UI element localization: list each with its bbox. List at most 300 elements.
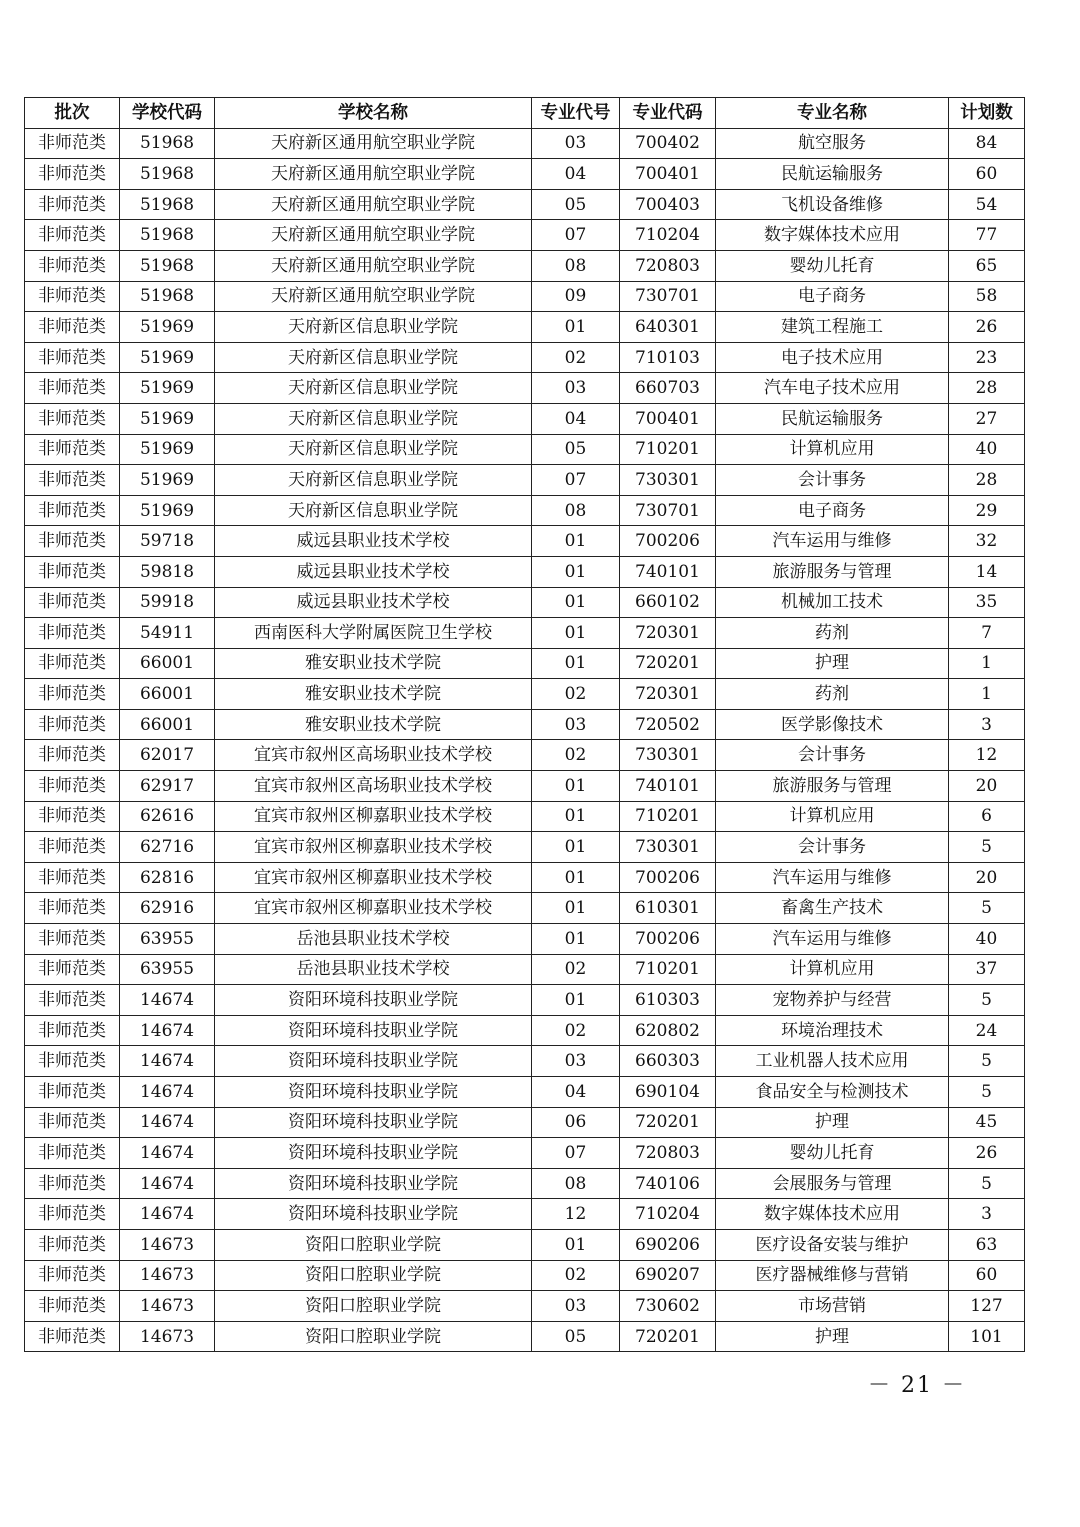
batch-cell: 非师范类 bbox=[25, 862, 120, 893]
table-row bbox=[25, 740, 1025, 771]
school-name-cell: 雅安职业技术学院 bbox=[215, 679, 532, 710]
table-row bbox=[25, 1229, 1025, 1260]
school-name-cell: 资阳口腔职业学院 bbox=[215, 1321, 532, 1352]
plan-count-cell: 84 bbox=[949, 128, 1025, 159]
school-code-cell: 51968 bbox=[120, 250, 215, 281]
major-code-cell: 720201 bbox=[620, 1107, 716, 1138]
school-code-cell: 62916 bbox=[120, 893, 215, 924]
table-row bbox=[25, 954, 1025, 985]
major-name-cell: 航空服务 bbox=[716, 128, 949, 159]
table-row bbox=[25, 1138, 1025, 1169]
plan-count-cell: 5 bbox=[949, 832, 1025, 863]
major-number-cell: 05 bbox=[532, 189, 620, 220]
batch-cell: 非师范类 bbox=[25, 1229, 120, 1260]
major-code-cell: 640301 bbox=[620, 312, 716, 343]
major-name-cell: 工业机器人技术应用 bbox=[716, 1046, 949, 1077]
plan-count-cell: 65 bbox=[949, 250, 1025, 281]
school-code-cell: 66001 bbox=[120, 648, 215, 679]
batch-cell: 非师范类 bbox=[25, 1260, 120, 1291]
major-name-cell: 民航运输服务 bbox=[716, 403, 949, 434]
table-row bbox=[25, 1168, 1025, 1199]
school-code-cell: 51969 bbox=[120, 373, 215, 404]
major-name-cell: 护理 bbox=[716, 1107, 949, 1138]
major-name-cell: 电子商务 bbox=[716, 281, 949, 312]
plan-count-cell: 28 bbox=[949, 373, 1025, 404]
school-name-cell: 天府新区信息职业学院 bbox=[215, 403, 532, 434]
school-code-cell: 51969 bbox=[120, 403, 215, 434]
batch-cell: 非师范类 bbox=[25, 587, 120, 618]
batch-cell: 非师范类 bbox=[25, 954, 120, 985]
batch-cell: 非师范类 bbox=[25, 465, 120, 496]
major-code-cell: 690207 bbox=[620, 1260, 716, 1291]
school-name-cell: 威远县职业技术学校 bbox=[215, 587, 532, 618]
table-row bbox=[25, 220, 1025, 251]
major-number-cell: 01 bbox=[532, 312, 620, 343]
major-number-cell: 01 bbox=[532, 832, 620, 863]
header-school-code: 学校代码 bbox=[120, 98, 215, 129]
header-batch: 批次 bbox=[25, 98, 120, 129]
major-number-cell: 04 bbox=[532, 159, 620, 190]
table-row bbox=[25, 1107, 1025, 1138]
plan-count-cell: 12 bbox=[949, 740, 1025, 771]
batch-cell: 非师范类 bbox=[25, 1046, 120, 1077]
batch-cell: 非师范类 bbox=[25, 1107, 120, 1138]
major-code-cell: 730301 bbox=[620, 740, 716, 771]
school-code-cell: 14674 bbox=[120, 1138, 215, 1169]
batch-cell: 非师范类 bbox=[25, 312, 120, 343]
plan-count-cell: 37 bbox=[949, 954, 1025, 985]
plan-count-cell: 24 bbox=[949, 1015, 1025, 1046]
school-code-cell: 62917 bbox=[120, 771, 215, 802]
major-code-cell: 720201 bbox=[620, 1321, 716, 1352]
major-name-cell: 电子技术应用 bbox=[716, 342, 949, 373]
major-code-cell: 730301 bbox=[620, 465, 716, 496]
major-number-cell: 08 bbox=[532, 495, 620, 526]
batch-cell: 非师范类 bbox=[25, 1321, 120, 1352]
school-code-cell: 14674 bbox=[120, 985, 215, 1016]
school-name-cell: 天府新区通用航空职业学院 bbox=[215, 189, 532, 220]
major-code-cell: 700402 bbox=[620, 128, 716, 159]
school-code-cell: 14673 bbox=[120, 1321, 215, 1352]
major-number-cell: 01 bbox=[532, 801, 620, 832]
school-code-cell: 63955 bbox=[120, 924, 215, 955]
school-code-cell: 66001 bbox=[120, 709, 215, 740]
table-row bbox=[25, 771, 1025, 802]
school-name-cell: 资阳环境科技职业学院 bbox=[215, 985, 532, 1016]
table-row bbox=[25, 1046, 1025, 1077]
table-row bbox=[25, 587, 1025, 618]
major-name-cell: 计算机应用 bbox=[716, 801, 949, 832]
major-name-cell: 数字媒体技术应用 bbox=[716, 1199, 949, 1230]
school-code-cell: 51968 bbox=[120, 159, 215, 190]
school-code-cell: 59918 bbox=[120, 587, 215, 618]
major-number-cell: 03 bbox=[532, 1046, 620, 1077]
major-name-cell: 婴幼儿托育 bbox=[716, 1138, 949, 1169]
school-code-cell: 62017 bbox=[120, 740, 215, 771]
major-name-cell: 机械加工技术 bbox=[716, 587, 949, 618]
major-code-cell: 610301 bbox=[620, 893, 716, 924]
major-number-cell: 01 bbox=[532, 985, 620, 1016]
major-code-cell: 740101 bbox=[620, 771, 716, 802]
table-row bbox=[25, 465, 1025, 496]
plan-count-cell: 127 bbox=[949, 1291, 1025, 1322]
major-number-cell: 01 bbox=[532, 556, 620, 587]
major-code-cell: 690104 bbox=[620, 1077, 716, 1108]
table-row bbox=[25, 373, 1025, 404]
school-name-cell: 威远县职业技术学校 bbox=[215, 556, 532, 587]
school-name-cell: 天府新区信息职业学院 bbox=[215, 373, 532, 404]
major-code-cell: 710204 bbox=[620, 1199, 716, 1230]
table-row bbox=[25, 189, 1025, 220]
plan-count-cell: 28 bbox=[949, 465, 1025, 496]
school-name-cell: 威远县职业技术学校 bbox=[215, 526, 532, 557]
school-code-cell: 63955 bbox=[120, 954, 215, 985]
major-code-cell: 700401 bbox=[620, 403, 716, 434]
major-number-cell: 02 bbox=[532, 342, 620, 373]
header-major-name: 专业名称 bbox=[716, 98, 949, 129]
batch-cell: 非师范类 bbox=[25, 495, 120, 526]
major-name-cell: 会计事务 bbox=[716, 740, 949, 771]
major-code-cell: 720803 bbox=[620, 250, 716, 281]
major-number-cell: 04 bbox=[532, 1077, 620, 1108]
school-name-cell: 天府新区信息职业学院 bbox=[215, 465, 532, 496]
school-name-cell: 岳池县职业技术学校 bbox=[215, 954, 532, 985]
major-number-cell: 01 bbox=[532, 924, 620, 955]
table-header-row bbox=[25, 98, 1025, 129]
school-name-cell: 天府新区通用航空职业学院 bbox=[215, 281, 532, 312]
major-number-cell: 05 bbox=[532, 434, 620, 465]
table-row bbox=[25, 128, 1025, 159]
table-row bbox=[25, 832, 1025, 863]
plan-count-cell: 14 bbox=[949, 556, 1025, 587]
batch-cell: 非师范类 bbox=[25, 648, 120, 679]
major-number-cell: 02 bbox=[532, 1260, 620, 1291]
table-row bbox=[25, 801, 1025, 832]
school-code-cell: 14674 bbox=[120, 1168, 215, 1199]
batch-cell: 非师范类 bbox=[25, 618, 120, 649]
school-name-cell: 西南医科大学附属医院卫生学校 bbox=[215, 618, 532, 649]
plan-count-cell: 101 bbox=[949, 1321, 1025, 1352]
plan-count-cell: 5 bbox=[949, 985, 1025, 1016]
table-row bbox=[25, 434, 1025, 465]
major-code-cell: 720803 bbox=[620, 1138, 716, 1169]
major-code-cell: 710201 bbox=[620, 434, 716, 465]
school-name-cell: 宜宾市叙州区柳嘉职业技术学校 bbox=[215, 862, 532, 893]
table-row bbox=[25, 159, 1025, 190]
table-row bbox=[25, 1260, 1025, 1291]
major-name-cell: 汽车运用与维修 bbox=[716, 862, 949, 893]
batch-cell: 非师范类 bbox=[25, 924, 120, 955]
school-name-cell: 天府新区信息职业学院 bbox=[215, 495, 532, 526]
major-code-cell: 740106 bbox=[620, 1168, 716, 1199]
school-name-cell: 资阳环境科技职业学院 bbox=[215, 1168, 532, 1199]
major-number-cell: 03 bbox=[532, 1291, 620, 1322]
table-row bbox=[25, 495, 1025, 526]
major-name-cell: 数字媒体技术应用 bbox=[716, 220, 949, 251]
major-code-cell: 700206 bbox=[620, 924, 716, 955]
plan-count-cell: 77 bbox=[949, 220, 1025, 251]
major-name-cell: 汽车运用与维修 bbox=[716, 526, 949, 557]
batch-cell: 非师范类 bbox=[25, 220, 120, 251]
table-row bbox=[25, 709, 1025, 740]
school-name-cell: 资阳环境科技职业学院 bbox=[215, 1199, 532, 1230]
major-name-cell: 电子商务 bbox=[716, 495, 949, 526]
school-code-cell: 51969 bbox=[120, 495, 215, 526]
major-number-cell: 01 bbox=[532, 771, 620, 802]
major-name-cell: 医疗器械维修与营销 bbox=[716, 1260, 949, 1291]
plan-count-cell: 26 bbox=[949, 1138, 1025, 1169]
batch-cell: 非师范类 bbox=[25, 893, 120, 924]
major-code-cell: 660102 bbox=[620, 587, 716, 618]
batch-cell: 非师范类 bbox=[25, 556, 120, 587]
table-row bbox=[25, 924, 1025, 955]
major-name-cell: 会展服务与管理 bbox=[716, 1168, 949, 1199]
major-number-cell: 03 bbox=[532, 128, 620, 159]
school-name-cell: 天府新区信息职业学院 bbox=[215, 434, 532, 465]
school-name-cell: 岳池县职业技术学校 bbox=[215, 924, 532, 955]
batch-cell: 非师范类 bbox=[25, 281, 120, 312]
major-number-cell: 02 bbox=[532, 954, 620, 985]
major-name-cell: 护理 bbox=[716, 648, 949, 679]
school-name-cell: 资阳环境科技职业学院 bbox=[215, 1138, 532, 1169]
major-name-cell: 旅游服务与管理 bbox=[716, 771, 949, 802]
table-row bbox=[25, 1321, 1025, 1352]
school-name-cell: 资阳环境科技职业学院 bbox=[215, 1077, 532, 1108]
batch-cell: 非师范类 bbox=[25, 373, 120, 404]
school-code-cell: 66001 bbox=[120, 679, 215, 710]
table-row bbox=[25, 648, 1025, 679]
major-number-cell: 05 bbox=[532, 1321, 620, 1352]
major-code-cell: 730701 bbox=[620, 281, 716, 312]
school-code-cell: 14674 bbox=[120, 1015, 215, 1046]
table-row bbox=[25, 985, 1025, 1016]
plan-count-cell: 20 bbox=[949, 771, 1025, 802]
header-plan-count: 计划数 bbox=[949, 98, 1025, 129]
plan-count-cell: 40 bbox=[949, 924, 1025, 955]
school-code-cell: 62616 bbox=[120, 801, 215, 832]
batch-cell: 非师范类 bbox=[25, 1199, 120, 1230]
major-name-cell: 汽车运用与维修 bbox=[716, 924, 949, 955]
batch-cell: 非师范类 bbox=[25, 189, 120, 220]
table-row bbox=[25, 679, 1025, 710]
plan-count-cell: 40 bbox=[949, 434, 1025, 465]
major-name-cell: 药剂 bbox=[716, 618, 949, 649]
batch-cell: 非师范类 bbox=[25, 403, 120, 434]
table-row bbox=[25, 1077, 1025, 1108]
major-code-cell: 700206 bbox=[620, 862, 716, 893]
plan-count-cell: 1 bbox=[949, 648, 1025, 679]
school-name-cell: 宜宾市叙州区高场职业技术学校 bbox=[215, 771, 532, 802]
major-number-cell: 01 bbox=[532, 648, 620, 679]
table-row bbox=[25, 250, 1025, 281]
batch-cell: 非师范类 bbox=[25, 679, 120, 710]
table-row bbox=[25, 342, 1025, 373]
plan-count-cell: 23 bbox=[949, 342, 1025, 373]
school-code-cell: 14674 bbox=[120, 1107, 215, 1138]
major-code-cell: 700401 bbox=[620, 159, 716, 190]
school-code-cell: 62716 bbox=[120, 832, 215, 863]
major-number-cell: 03 bbox=[532, 709, 620, 740]
major-number-cell: 08 bbox=[532, 250, 620, 281]
batch-cell: 非师范类 bbox=[25, 1168, 120, 1199]
batch-cell: 非师范类 bbox=[25, 801, 120, 832]
header-major-number: 专业代号 bbox=[532, 98, 620, 129]
plan-count-cell: 63 bbox=[949, 1229, 1025, 1260]
school-name-cell: 天府新区通用航空职业学院 bbox=[215, 220, 532, 251]
major-name-cell: 汽车电子技术应用 bbox=[716, 373, 949, 404]
table-body bbox=[25, 128, 1025, 1352]
major-code-cell: 710201 bbox=[620, 801, 716, 832]
table-row bbox=[25, 403, 1025, 434]
major-number-cell: 03 bbox=[532, 373, 620, 404]
table-row bbox=[25, 1199, 1025, 1230]
major-number-cell: 09 bbox=[532, 281, 620, 312]
major-number-cell: 04 bbox=[532, 403, 620, 434]
major-code-cell: 700403 bbox=[620, 189, 716, 220]
batch-cell: 非师范类 bbox=[25, 434, 120, 465]
plan-count-cell: 54 bbox=[949, 189, 1025, 220]
school-code-cell: 51968 bbox=[120, 128, 215, 159]
school-code-cell: 14673 bbox=[120, 1291, 215, 1322]
school-name-cell: 雅安职业技术学院 bbox=[215, 709, 532, 740]
major-name-cell: 药剂 bbox=[716, 679, 949, 710]
major-code-cell: 720301 bbox=[620, 679, 716, 710]
major-code-cell: 710204 bbox=[620, 220, 716, 251]
batch-cell: 非师范类 bbox=[25, 1291, 120, 1322]
school-name-cell: 资阳口腔职业学院 bbox=[215, 1291, 532, 1322]
major-number-cell: 12 bbox=[532, 1199, 620, 1230]
school-code-cell: 14673 bbox=[120, 1229, 215, 1260]
major-number-cell: 01 bbox=[532, 893, 620, 924]
table-row bbox=[25, 1291, 1025, 1322]
plan-count-cell: 5 bbox=[949, 893, 1025, 924]
major-name-cell: 护理 bbox=[716, 1321, 949, 1352]
school-name-cell: 宜宾市叙州区柳嘉职业技术学校 bbox=[215, 832, 532, 863]
major-number-cell: 07 bbox=[532, 465, 620, 496]
school-code-cell: 59718 bbox=[120, 526, 215, 557]
school-code-cell: 51969 bbox=[120, 342, 215, 373]
batch-cell: 非师范类 bbox=[25, 1015, 120, 1046]
major-name-cell: 市场营销 bbox=[716, 1291, 949, 1322]
major-code-cell: 700206 bbox=[620, 526, 716, 557]
major-name-cell: 环境治理技术 bbox=[716, 1015, 949, 1046]
major-name-cell: 计算机应用 bbox=[716, 434, 949, 465]
school-name-cell: 天府新区信息职业学院 bbox=[215, 312, 532, 343]
batch-cell: 非师范类 bbox=[25, 985, 120, 1016]
major-name-cell: 民航运输服务 bbox=[716, 159, 949, 190]
table-row bbox=[25, 618, 1025, 649]
batch-cell: 非师范类 bbox=[25, 159, 120, 190]
batch-cell: 非师范类 bbox=[25, 1077, 120, 1108]
major-name-cell: 会计事务 bbox=[716, 465, 949, 496]
plan-count-cell: 5 bbox=[949, 1077, 1025, 1108]
page-number: － 21 － bbox=[868, 1373, 966, 1398]
major-code-cell: 730602 bbox=[620, 1291, 716, 1322]
major-code-cell: 610303 bbox=[620, 985, 716, 1016]
school-name-cell: 资阳环境科技职业学院 bbox=[215, 1015, 532, 1046]
school-name-cell: 雅安职业技术学院 bbox=[215, 648, 532, 679]
plan-count-cell: 58 bbox=[949, 281, 1025, 312]
major-code-cell: 720301 bbox=[620, 618, 716, 649]
major-number-cell: 01 bbox=[532, 587, 620, 618]
major-number-cell: 02 bbox=[532, 679, 620, 710]
table-row bbox=[25, 526, 1025, 557]
plan-count-cell: 5 bbox=[949, 1168, 1025, 1199]
major-number-cell: 01 bbox=[532, 526, 620, 557]
plan-count-cell: 1 bbox=[949, 679, 1025, 710]
major-number-cell: 06 bbox=[532, 1107, 620, 1138]
major-number-cell: 07 bbox=[532, 220, 620, 251]
major-code-cell: 730301 bbox=[620, 832, 716, 863]
enrollment-plan-table bbox=[24, 97, 1025, 1352]
batch-cell: 非师范类 bbox=[25, 740, 120, 771]
major-code-cell: 720201 bbox=[620, 648, 716, 679]
school-name-cell: 宜宾市叙州区柳嘉职业技术学校 bbox=[215, 893, 532, 924]
major-number-cell: 08 bbox=[532, 1168, 620, 1199]
major-name-cell: 食品安全与检测技术 bbox=[716, 1077, 949, 1108]
batch-cell: 非师范类 bbox=[25, 128, 120, 159]
school-name-cell: 天府新区信息职业学院 bbox=[215, 342, 532, 373]
batch-cell: 非师范类 bbox=[25, 526, 120, 557]
school-code-cell: 14673 bbox=[120, 1260, 215, 1291]
table-row bbox=[25, 312, 1025, 343]
major-code-cell: 740101 bbox=[620, 556, 716, 587]
table-row bbox=[25, 281, 1025, 312]
major-name-cell: 计算机应用 bbox=[716, 954, 949, 985]
major-name-cell: 会计事务 bbox=[716, 832, 949, 863]
batch-cell: 非师范类 bbox=[25, 342, 120, 373]
school-code-cell: 62816 bbox=[120, 862, 215, 893]
major-number-cell: 01 bbox=[532, 1229, 620, 1260]
batch-cell: 非师范类 bbox=[25, 832, 120, 863]
plan-count-cell: 6 bbox=[949, 801, 1025, 832]
header-major-code: 专业代码 bbox=[620, 98, 716, 129]
plan-count-cell: 3 bbox=[949, 1199, 1025, 1230]
major-number-cell: 02 bbox=[532, 1015, 620, 1046]
plan-count-cell: 5 bbox=[949, 1046, 1025, 1077]
batch-cell: 非师范类 bbox=[25, 771, 120, 802]
school-code-cell: 51969 bbox=[120, 312, 215, 343]
plan-count-cell: 29 bbox=[949, 495, 1025, 526]
major-code-cell: 710103 bbox=[620, 342, 716, 373]
school-name-cell: 天府新区通用航空职业学院 bbox=[215, 128, 532, 159]
header-school-name: 学校名称 bbox=[215, 98, 532, 129]
major-name-cell: 婴幼儿托育 bbox=[716, 250, 949, 281]
table-row bbox=[25, 556, 1025, 587]
major-name-cell: 医学影像技术 bbox=[716, 709, 949, 740]
school-code-cell: 51969 bbox=[120, 465, 215, 496]
plan-count-cell: 60 bbox=[949, 159, 1025, 190]
school-code-cell: 59818 bbox=[120, 556, 215, 587]
major-name-cell: 宠物养护与经营 bbox=[716, 985, 949, 1016]
major-number-cell: 01 bbox=[532, 862, 620, 893]
major-number-cell: 02 bbox=[532, 740, 620, 771]
major-code-cell: 690206 bbox=[620, 1229, 716, 1260]
school-code-cell: 51969 bbox=[120, 434, 215, 465]
school-name-cell: 资阳环境科技职业学院 bbox=[215, 1046, 532, 1077]
major-name-cell: 旅游服务与管理 bbox=[716, 556, 949, 587]
major-code-cell: 660703 bbox=[620, 373, 716, 404]
plan-count-cell: 3 bbox=[949, 709, 1025, 740]
school-code-cell: 51968 bbox=[120, 189, 215, 220]
school-code-cell: 14674 bbox=[120, 1077, 215, 1108]
major-code-cell: 710201 bbox=[620, 954, 716, 985]
school-name-cell: 宜宾市叙州区高场职业技术学校 bbox=[215, 740, 532, 771]
school-name-cell: 资阳口腔职业学院 bbox=[215, 1260, 532, 1291]
school-name-cell: 天府新区通用航空职业学院 bbox=[215, 159, 532, 190]
school-code-cell: 51968 bbox=[120, 220, 215, 251]
plan-count-cell: 45 bbox=[949, 1107, 1025, 1138]
